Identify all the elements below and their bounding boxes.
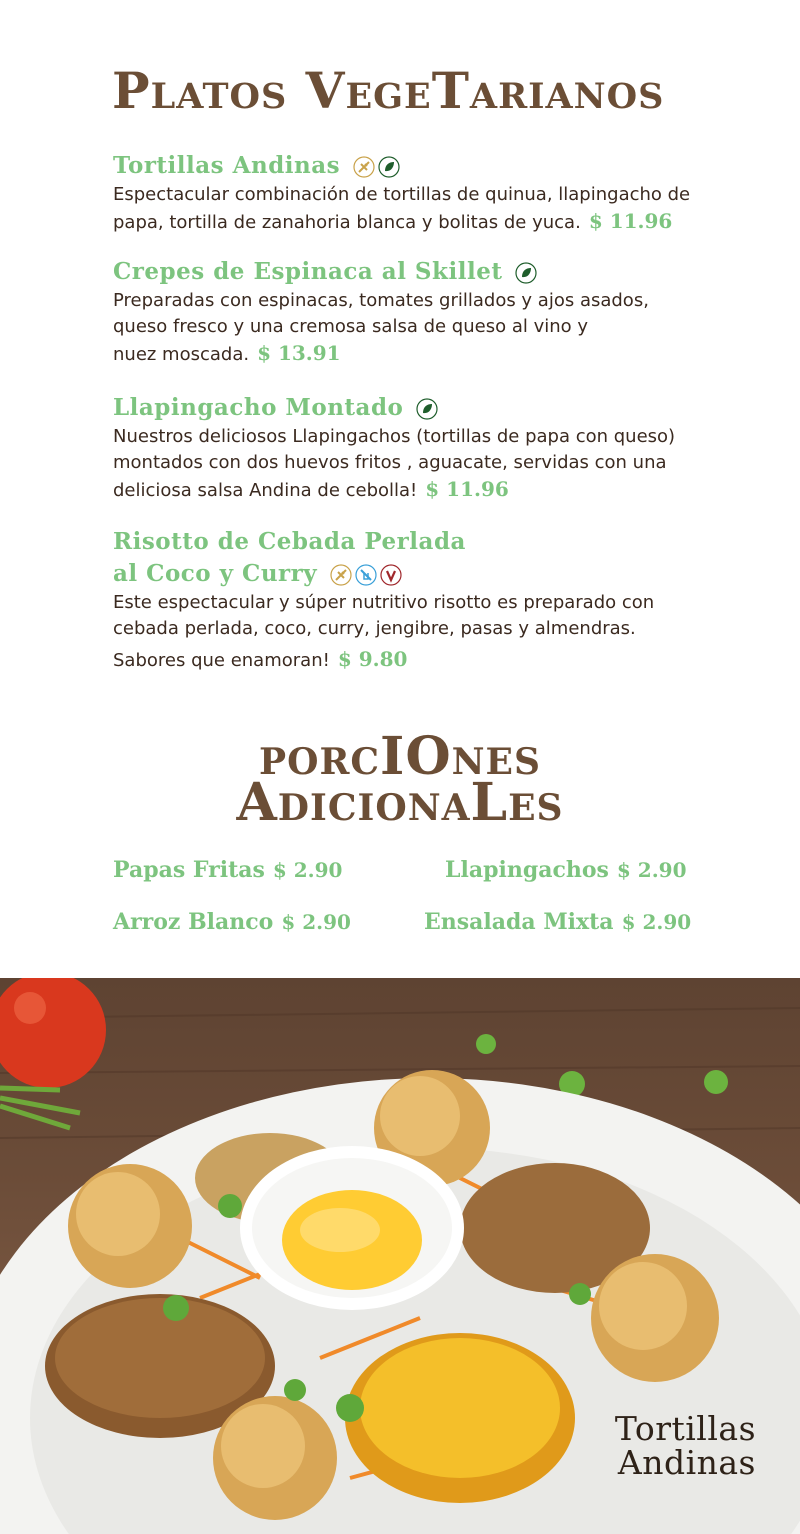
dish-price: $ 9.80: [337, 647, 408, 671]
dish-price: $ 11.96: [588, 209, 673, 233]
dish-desc-line: Nuestros deliciosos Llapingachos (tortillas de papa con queso): [113, 426, 676, 447]
side-item: [424, 906, 691, 938]
dish-desc-line: nuez moscada.: [113, 344, 250, 365]
page-title: Platos VegeTarianos: [112, 61, 665, 120]
side-price: $ 2.90: [281, 910, 351, 934]
dish-tortillas-andinas: [113, 150, 773, 236]
side-item: [113, 854, 342, 886]
dish-desc-line: montados con dos huevos fritos , aguacate, servidas con una: [113, 452, 667, 473]
dish-desc-line: Sabores que enamoran!: [113, 650, 330, 671]
side-price: $ 2.90: [272, 858, 343, 882]
dish-badges: [330, 564, 402, 586]
side-item: [445, 854, 687, 886]
dish-name: Crepes de Espinaca al Skillet: [113, 258, 503, 285]
dish-price: $ 11.96: [425, 477, 509, 501]
lactose-free-icon: [355, 564, 377, 586]
chives: [0, 1088, 80, 1128]
side-name: Arroz Blanco: [113, 909, 274, 935]
dish-desc-line: Espectacular combinación de tortillas de quinua, llapingacho de: [113, 184, 691, 205]
side-name: Ensalada Mixta: [424, 909, 614, 935]
side-price: $ 2.90: [616, 858, 687, 882]
dish-name: Tortillas Andinas: [113, 152, 341, 179]
dish-desc-line: papa, tortilla de zanahoria blanca y bolitas de yuca.: [113, 212, 581, 233]
side-name: Llapingachos: [445, 857, 609, 883]
food-photo: [0, 978, 800, 1534]
side-item: [113, 906, 351, 938]
vegan-icon: [380, 564, 402, 586]
gluten-free-icon: [353, 156, 375, 178]
vegetarian-leaf-icon: [416, 398, 438, 420]
dish-price: $ 13.91: [257, 341, 341, 365]
dish-llapingacho-montado: [113, 392, 773, 504]
dish-risotto-cebada: [113, 526, 773, 674]
dish-desc-line: Este espectacular y súper nutritivo risotto es preparado con: [113, 592, 655, 613]
caption-line: Tortillas: [614, 1409, 756, 1448]
dish-name-line: al Coco y Curry: [113, 560, 318, 587]
section-title: AdicionaLes: [236, 772, 564, 833]
side-name: Papas Fritas: [113, 857, 265, 883]
vegetarian-leaf-icon: [378, 156, 400, 178]
dish-badges: [416, 398, 438, 420]
dish-crepes-espinaca: [113, 256, 773, 368]
dish-desc-line: queso fresco y una cremosa salsa de queso al vino y: [113, 316, 589, 337]
vegetarian-leaf-icon: [515, 262, 537, 284]
side-price: $ 2.90: [621, 910, 692, 934]
dish-desc-line: cebada perlada, coco, curry, jengibre, pasas y almendras.: [113, 618, 636, 639]
section-title: porcIOnes: [259, 726, 541, 787]
dish-desc-line: Preparadas con espinacas, tomates grillados y ajos asados,: [113, 290, 649, 311]
dish-name: Llapingacho Montado: [113, 394, 404, 421]
dish-badges: [515, 262, 537, 284]
dish-name-line: Risotto de Cebada Perlada: [113, 528, 466, 555]
photo-caption: [614, 1409, 756, 1482]
dish-desc-line: deliciosa salsa Andina de cebolla!: [113, 480, 418, 501]
dish-badges: [353, 156, 400, 178]
gluten-free-icon: [330, 564, 352, 586]
caption-line: Andinas: [617, 1443, 756, 1482]
